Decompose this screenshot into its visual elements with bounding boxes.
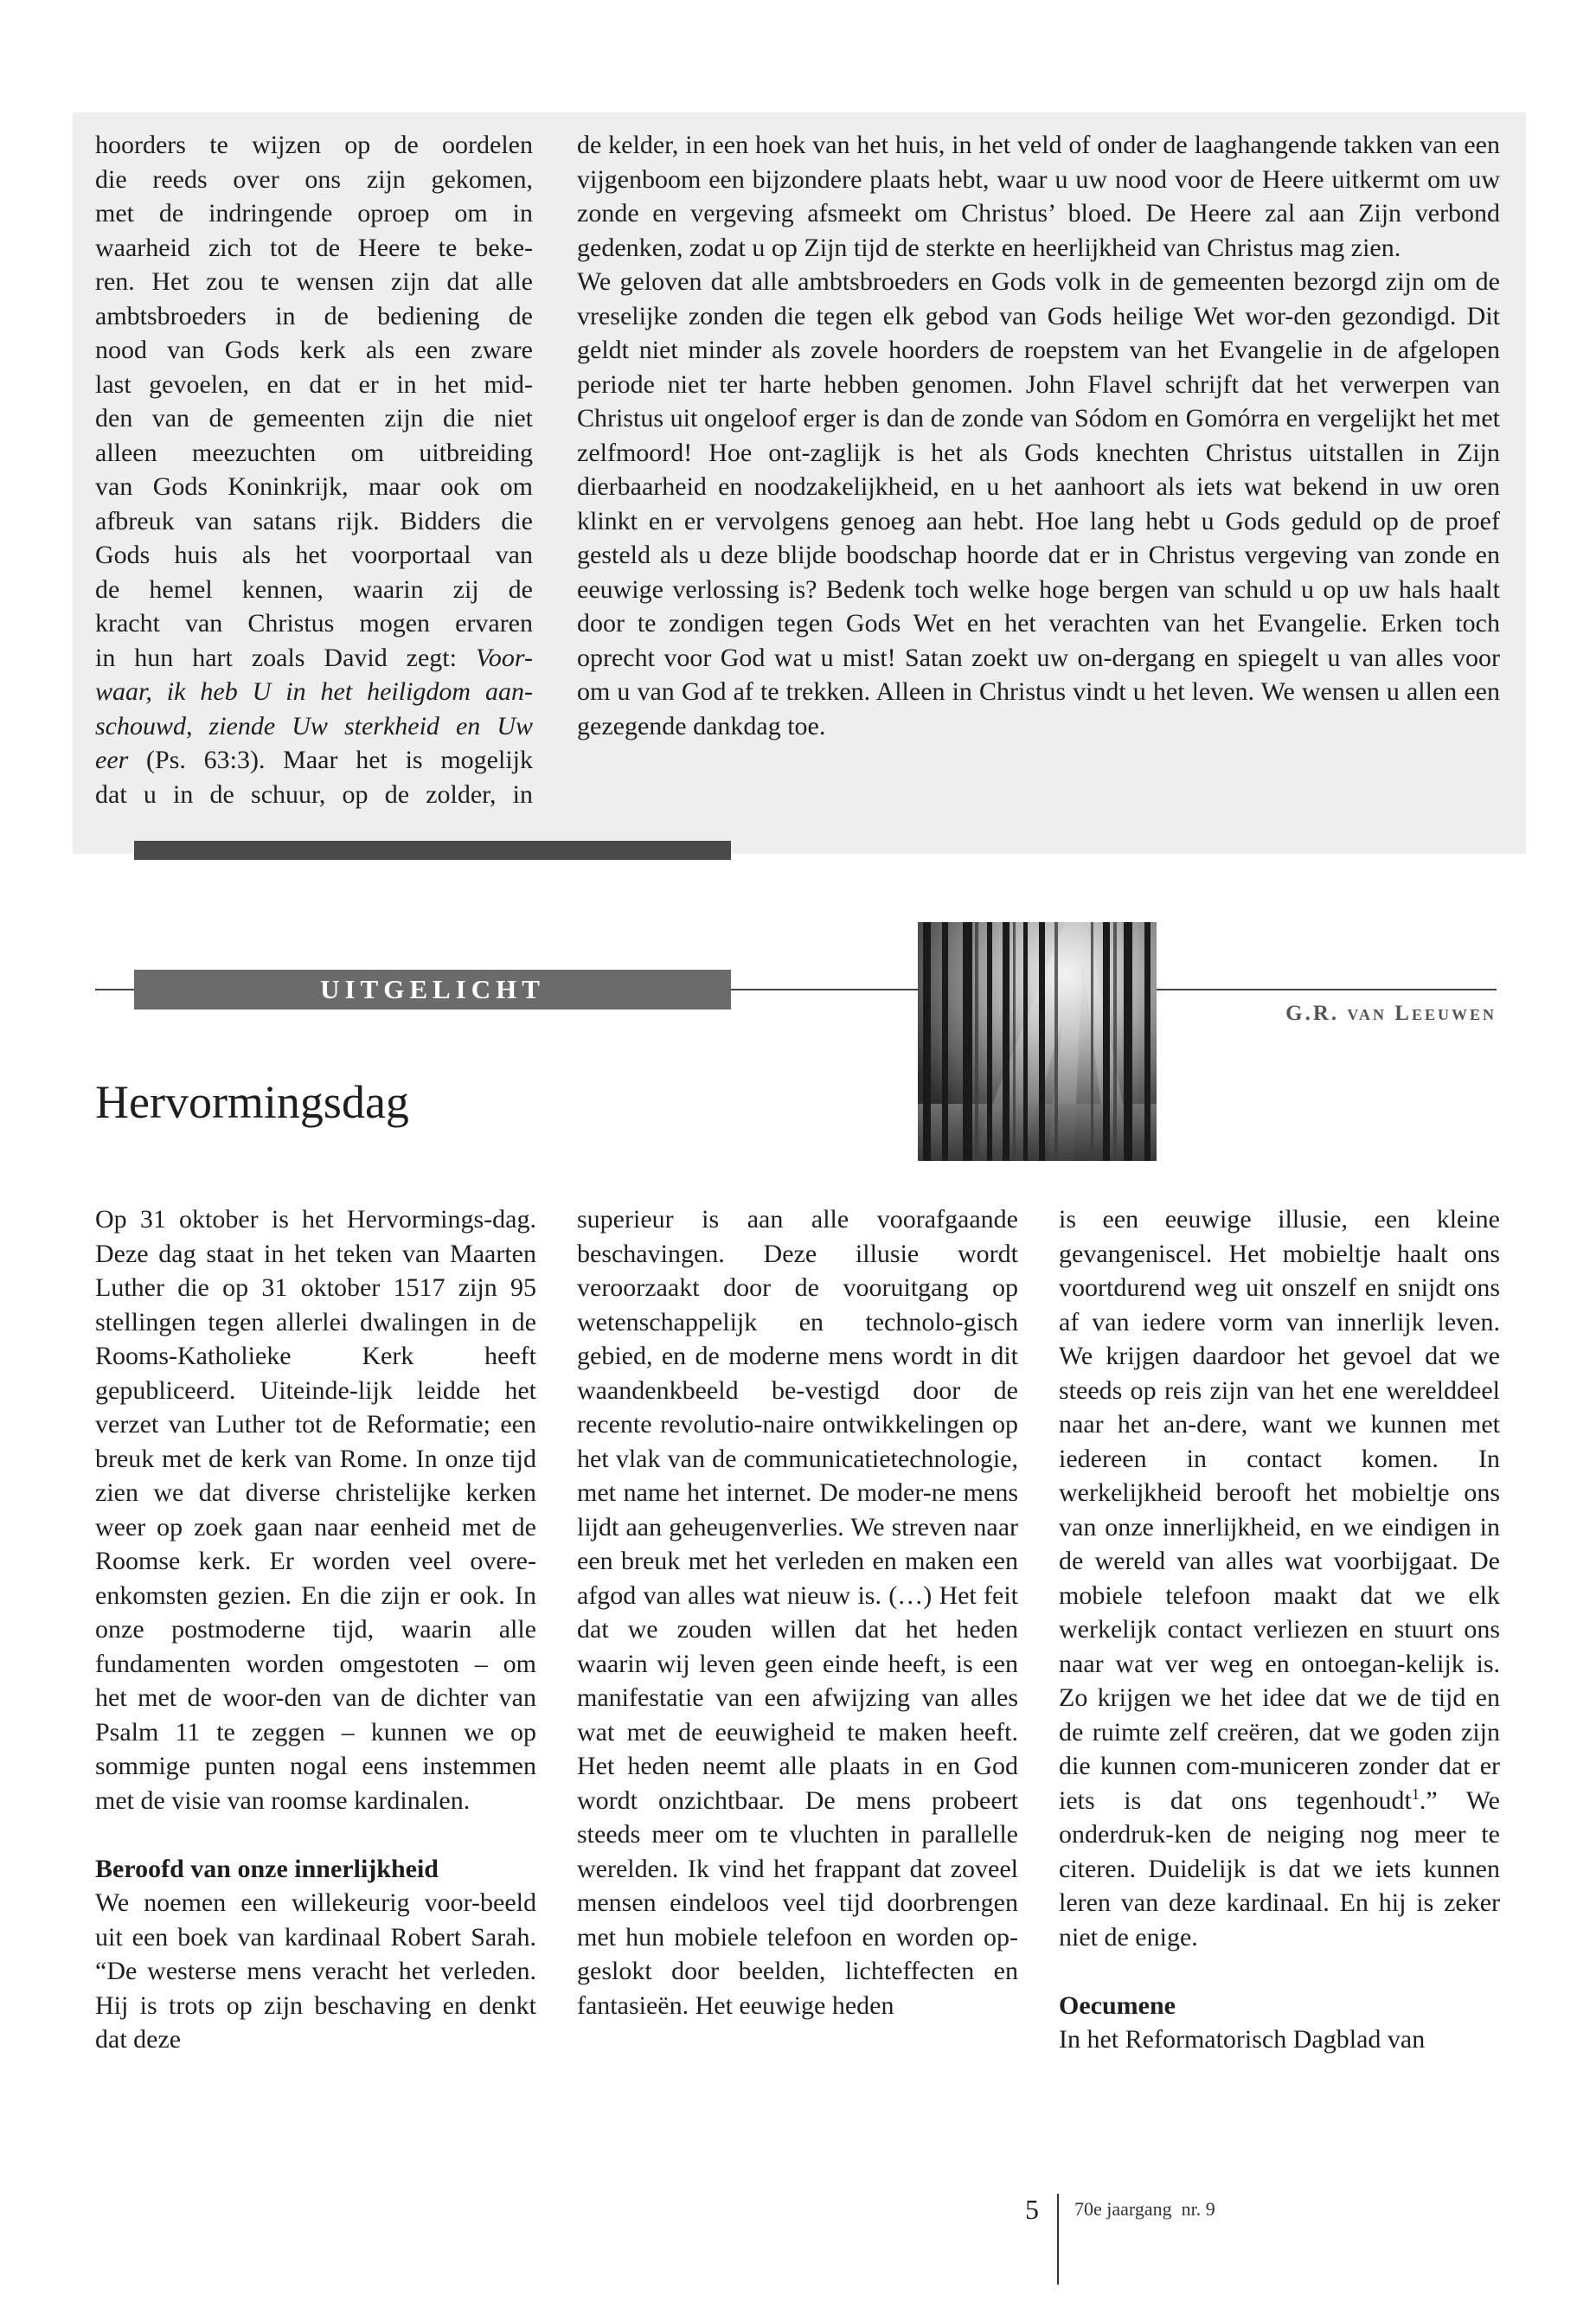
paragraph-gap bbox=[1059, 1954, 1500, 1989]
intro-line: hoorders te wijzen op de oordelen bbox=[95, 131, 533, 159]
intro-line: die reeds over ons zijn gekomen, bbox=[95, 164, 533, 194]
scripture-reference: (Ps. 63:3). Maar het is mogelijk bbox=[128, 746, 533, 774]
subheading: Beroofd van onze innerlijkheid bbox=[95, 1854, 439, 1883]
intro-line: last gevoelen, en dat er in het mid- bbox=[95, 369, 533, 399]
scripture-quote: Voor- bbox=[475, 643, 533, 672]
scripture-quote: eer bbox=[95, 746, 129, 774]
footnote-mark: 1 bbox=[1411, 1785, 1420, 1803]
article-column-2 bbox=[577, 1202, 1018, 2022]
intro-line: waarheid zich tot de Heere te beke- bbox=[95, 233, 533, 262]
footer-separator bbox=[1057, 2194, 1059, 2285]
intro-line: de hemel kennen, waarin zij de bbox=[95, 574, 533, 604]
intro-line: Gods huis als het voorportaal van bbox=[95, 541, 533, 569]
intro-line: nood van Gods kerk als een zware bbox=[95, 336, 533, 364]
header-rule bbox=[95, 989, 134, 990]
intro-line: dat u in de schuur, op de zolder, in bbox=[95, 779, 533, 809]
article-paragraph: We noemen een willekeurig voor-beeld uit een boek van kardinaal Robert Sarah. “De westerse mens veracht het verleden. Hij is trots op zijn beschaving en denkt dat deze bbox=[95, 1888, 536, 2054]
intro-line: afbreuk van satans rijk. Bidders die bbox=[95, 506, 533, 535]
forest-image bbox=[918, 922, 1157, 1161]
header-rule bbox=[1157, 989, 1497, 990]
article-column-3 bbox=[1059, 1202, 1500, 2057]
intro-line: ren. Het zou te wensen zijn dat alle bbox=[95, 267, 533, 296]
paragraph-text: .” We onderdruk-ken de neiging nog meer te citeren. Duidelijk is dat we iets kunnen leren van deze kardinaal. En hij is zeker niet de enige. bbox=[1059, 1785, 1500, 1952]
intro-line: kracht van Christus mogen ervaren bbox=[95, 609, 533, 638]
page-number: 5 bbox=[1025, 2194, 1039, 2225]
intro-paragraph: We geloven dat alle ambtsbroeders en Gods volk in de gemeenten bezorgd zijn om de vreselijke zonden die tegen elk gebod van Gods heilige Wet wor-den gezondigd. Dit geldt niet minder als zovele hoorders de roepstem van het Evangelie in de afgelopen periode niet ter harte hebben genomen. John Flavel schrijft dat het verwerpen van Christus uit ongeloof erger is dan de zonde van Sódom en Gomórra en vergelijkt het met zelfmoord! Hoe ont-zaglijk is het als Gods knechten Christus uitstallen in Zijn dierbaarheid en noodzakelijkheid, en u het aanhoort als iets wat bekend in uw oren klinkt en er vervolgens genoeg aan hebt. Hoe lang hebt u Gods geduld op de proef gesteld als u deze blijde boodschap hoorde dat er in Christus vergeving van zonde en eeuwige verlossing is? Bedenk toch welke hoge bergen van schuld u op uw hals haalt door te zondigen tegen Gods Wet en het verachten van het Evangelie. Erken toch oprecht voor God wat u mist! Satan zoekt uw on-dergang en spiegelt u van alles voor om u van God af te trekken. Alleen in Christus vindt u het leven. We wensen u allen een gezegende dankdag toe. bbox=[577, 267, 1500, 740]
intro-line: den van de gemeenten zijn die niet bbox=[95, 404, 533, 433]
scripture-quote-line: waar, ik heb U in het heiligdom aan- bbox=[95, 677, 533, 706]
intro-line bbox=[95, 641, 533, 676]
intro-right-column bbox=[577, 128, 1500, 743]
intro-line bbox=[95, 743, 533, 778]
article-column-1 bbox=[95, 1202, 536, 2057]
article-paragraph: In het Reformatorisch Dagblad van bbox=[1059, 2025, 1426, 2054]
article-paragraph: Op 31 oktober is het Hervormings-dag. Deze dag staat in het teken van Maarten Luther die op 31 oktober 1517 zijn 95 stellingen tegen allerlei dwalingen in de Rooms-Katholieke Kerk heeft gepubliceerd. Uiteinde-lijk leidde het verzet van Luther tot de Reformatie; een breuk met de kerk van Rome. In onze tijd zien we dat diverse christelijke kerken weer op zoek gaan naar eenheid met de Roomse kerk. Er worden veel overe-enkomsten gezien. En die zijn er ook. In onze postmoderne tijd, waarin alle fundamenten worden omgestoten – om het met de woor-den van de dichter van Psalm 11 te zeggen – kunnen we op sommige punten nogal eens instemmen met de visie van roomse kardinalen. bbox=[95, 1205, 536, 1815]
author-name: G.R. van Leeuwen bbox=[1285, 1002, 1497, 1025]
intro-left-column bbox=[95, 128, 533, 811]
intro-line: alleen meezuchten om uitbreiding bbox=[95, 438, 533, 467]
paragraph-gap bbox=[95, 1817, 536, 1852]
subheading: Oecumene bbox=[1059, 1990, 1176, 2020]
intro-line-text: in hun hart zoals David zegt: bbox=[95, 643, 476, 672]
intro-line: met de indringende oproep om in bbox=[95, 199, 533, 228]
issue-label: 70e jaargang nr. 9 bbox=[1074, 2198, 1215, 2220]
author-byline bbox=[1157, 1002, 1497, 1026]
section-label: UITGELICHT bbox=[320, 974, 545, 1004]
article-paragraph bbox=[1059, 1202, 1500, 1954]
scripture-quote-line: schouwd, ziende Uw sterkheid en Uw bbox=[95, 711, 533, 740]
article-title: Hervormingsdag bbox=[95, 1076, 409, 1128]
paragraph-text: is een eeuwige illusie, een kleine gevangeniscel. Het mobieltje haalt ons voortdurend weg uit onszelf en snijdt ons af van iedere vorm van innerlijk leven. We krijgen daardoor het gevoel dat we steeds op reis zijn van het ene werelddeel naar het an-dere, want we kunnen met iedereen in contact komen. In werkelijkheid berooft het mobieltje ons van onze innerlijkheid, en we eindigen in de wereld van alles wat voorbijgaat. De mobiele telefoon maakt dat we elk werkelijk contact verliezen en stuurt ons naar wat ver weg en ontoegan-kelijk is. Zo krijgen we het idee dat we de tijd en de ruimte zelf creëren, dat we goden zijn die kunnen com-municeren zonder dat er iets is dat ons tegenhoudt bbox=[1059, 1205, 1500, 1815]
intro-paragraph: de kelder, in een hoek van het huis, in het veld of onder de laaghangende takken van een vijgenboom een bijzondere plaats hebt, waar u uw nood voor de Heere uitkermt om uw zonde en vergeving afsmeekt om Christus’ bloed. De Heere zal aan Zijn verbond gedenken, zodat u op Zijn tijd de sterkte en heerlijkheid van Christus mag zien. bbox=[577, 131, 1500, 262]
intro-line: ambtsbroeders in de bediening de bbox=[95, 301, 533, 330]
forest-photo bbox=[918, 922, 1157, 1161]
intro-line: van Gods Koninkrijk, maar ook om bbox=[95, 472, 533, 501]
section-banner bbox=[134, 970, 731, 1009]
header-rule bbox=[731, 989, 918, 990]
article-paragraph: superieur is aan alle voorafgaande beschavingen. Deze illusie wordt veroorzaakt door de vooruitgang op wetenschappelijk en technolo-gisch gebied, en de moderne mens wordt in dit waandenkbeeld be-vestigd door de recente revolutio-naire ontwikkelingen op het vlak van de communicatietechnologie, met name het internet. De moder-ne mens lijdt aan geheugenverlies. We streven naar een breuk met het verleden en maken een afgod van alles wat nieuw is. (…) Het feit dat we zouden willen dat het heden waarin wij leven geen einde heeft, is een manifestatie van een afwijzing van alles wat met de eeuwigheid te maken heeft. Het heden neemt alle plaats in en God wordt onzichtbaar. De mens probeert steeds meer om te vluchten in parallelle werelden. Ik vind het frappant dat zoveel mensen eindeloos veel tijd doorbrengen met hun mobiele telefoon en worden op-geslokt door beelden, lichteffecten en fantasieën. Het eeuwige heden bbox=[577, 1205, 1018, 2020]
divider-bar bbox=[134, 841, 731, 860]
